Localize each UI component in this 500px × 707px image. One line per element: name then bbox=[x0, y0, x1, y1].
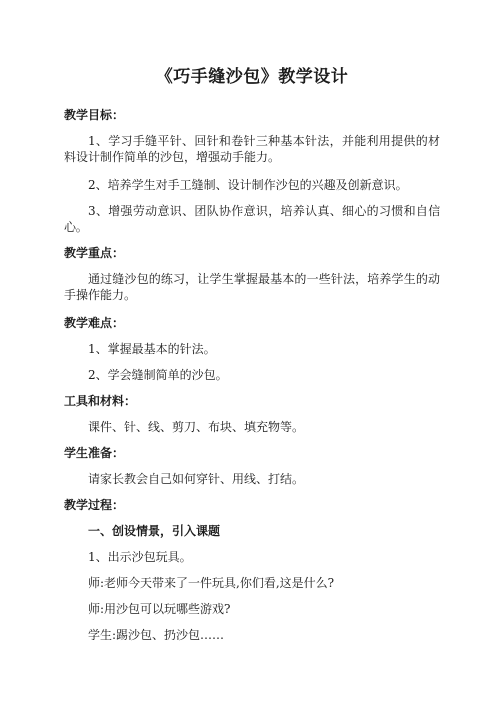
process-item-3: 师:用沙包可以玩哪些游戏? bbox=[88, 602, 231, 616]
heading-process: 教学过程： bbox=[64, 498, 125, 512]
heading-tools: 工具和材料： bbox=[64, 394, 137, 408]
difficulty-item-2: 2、学会缝制简单的沙包。 bbox=[88, 368, 228, 382]
process-item-1: 1、出示沙包玩具。 bbox=[88, 550, 192, 564]
heading-student-prep: 学生准备： bbox=[64, 446, 125, 460]
document-title: 《巧手缝沙包》教学设计 bbox=[155, 67, 349, 87]
heading-goals: 教学目标： bbox=[64, 108, 125, 122]
process-item-4: 学生:踢沙包、扔沙包…… bbox=[88, 628, 225, 642]
heading-key-points: 教学重点： bbox=[64, 246, 125, 260]
heading-difficulties: 教学难点： bbox=[64, 316, 125, 330]
process-subheading: 一、创设情景，引入课题 bbox=[88, 524, 221, 538]
tools-item-1: 课件、针、线、剪刀、布块、填充物等。 bbox=[88, 420, 305, 434]
key-point-item-1: 通过缝沙包的练习，让学生掌握最基本的一些针法，培养学生的动手操作能力。 bbox=[64, 272, 440, 302]
goal-item-1: 1、学习手缝平针、回针和卷针三种基本针法，并能利用提供的材料设计制作简单的沙包，增强动手能力。 bbox=[64, 134, 440, 164]
goal-item-2: 2、培养学生对手工缝制、设计制作沙包的兴趣及创新意识。 bbox=[88, 178, 408, 192]
goal-item-3: 3、增强劳动意识、团队协作意识，培养认真、细心的习惯和自信心。 bbox=[64, 204, 440, 234]
difficulty-item-1: 1、掌握最基本的针法。 bbox=[88, 342, 216, 356]
student-prep-item-1: 请家长教会自己如何穿针、用线、打结。 bbox=[88, 472, 305, 486]
process-item-2: 师:老师今天带来了一件玩具,你们看,这是什么? bbox=[88, 576, 335, 590]
